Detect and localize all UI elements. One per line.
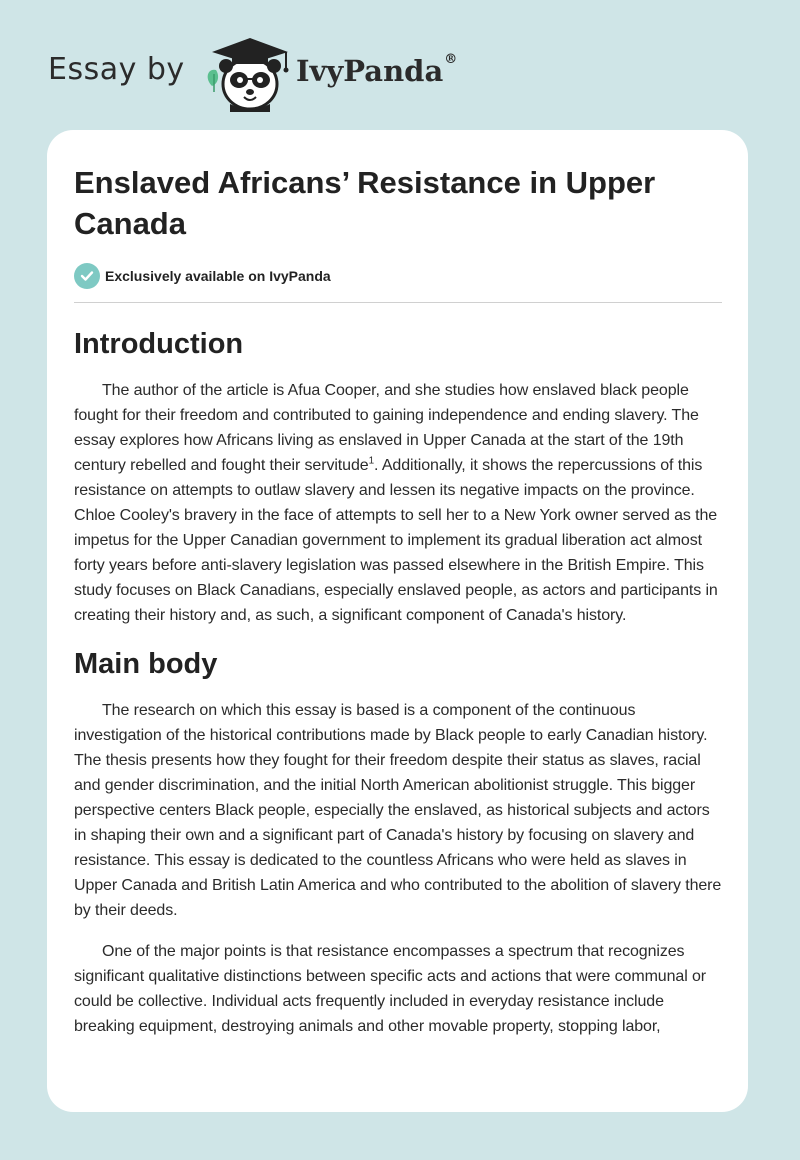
section-heading-introduction: Introduction bbox=[74, 328, 244, 360]
footnote-ref[interactable]: 1 bbox=[368, 455, 375, 467]
brand-name[interactable]: IvyPanda® bbox=[296, 52, 458, 88]
article-body bbox=[74, 324, 724, 1039]
exclusive-badge-label: Exclusively available on IvyPanda bbox=[105, 268, 331, 284]
main-paragraph-2: One of the major points is that resistance encompasses a spectrum that recognizes significant qualitative distinctions between specific acts and actions that were communal or could be collective. Individual acts frequently included in everyday resistance include breaking equipment, destroying animals and other movable property, stopping labor, bbox=[74, 943, 707, 1035]
check-icon bbox=[74, 263, 100, 289]
site-header bbox=[48, 34, 548, 114]
section-heading-main-body: Main body bbox=[74, 648, 218, 680]
essay-by-label: Essay by bbox=[48, 52, 185, 87]
divider bbox=[74, 302, 722, 303]
main-paragraph-1: The research on which this essay is based is a component of the continuous investigation of the historical contributions made by Black people to early Canadian history. The thesis presents how they fought for their freedom despite their status as slaves, racial and gender discrimination, and the initial North American abolitionist struggle. This bigger perspective centers Black people, especially the enslaved, as historical subjects and actors in shaping their own and a significant part of Canada's history by focusing on slavery and resistance. This essay is dedicated to the countless Africans who were held as slaves in Upper Canada and British Latin America and who contributed to the abolition of slavery there by their deeds. bbox=[74, 702, 722, 919]
article-card bbox=[47, 130, 748, 1112]
intro-paragraph: The author of the article is Afua Cooper, and she studies how enslaved black people fought for their freedom and contributed to gaining independence and ending slavery. The essay explores how Africans living as enslaved in Upper Canada at the start of the 19th century rebelled and fought their servitude$^1$. Additionally, it shows the repercussions of this resistance on attempts to outlaw slavery and lessen its negative impacts on the province. Chloe Cooley's bravery in the face of attempts to sell her to a New York owner served as the impetus for the Upper Canadian government to implement its gradual liberation act almost forty years before anti-slavery legislation was passed elsewhere in the British Empire. This study focuses on Black Canadians, especially enslaved people, as actors and participants in creating their history and, as such, a significant component of Canada's history. bbox=[74, 382, 718, 624]
article-title: Enslaved Africans’ Resistance in Upper Canada bbox=[74, 165, 656, 241]
panda-graduation-cap-icon[interactable] bbox=[202, 34, 294, 112]
registered-mark: ® bbox=[444, 52, 458, 67]
exclusive-badge bbox=[74, 263, 331, 289]
